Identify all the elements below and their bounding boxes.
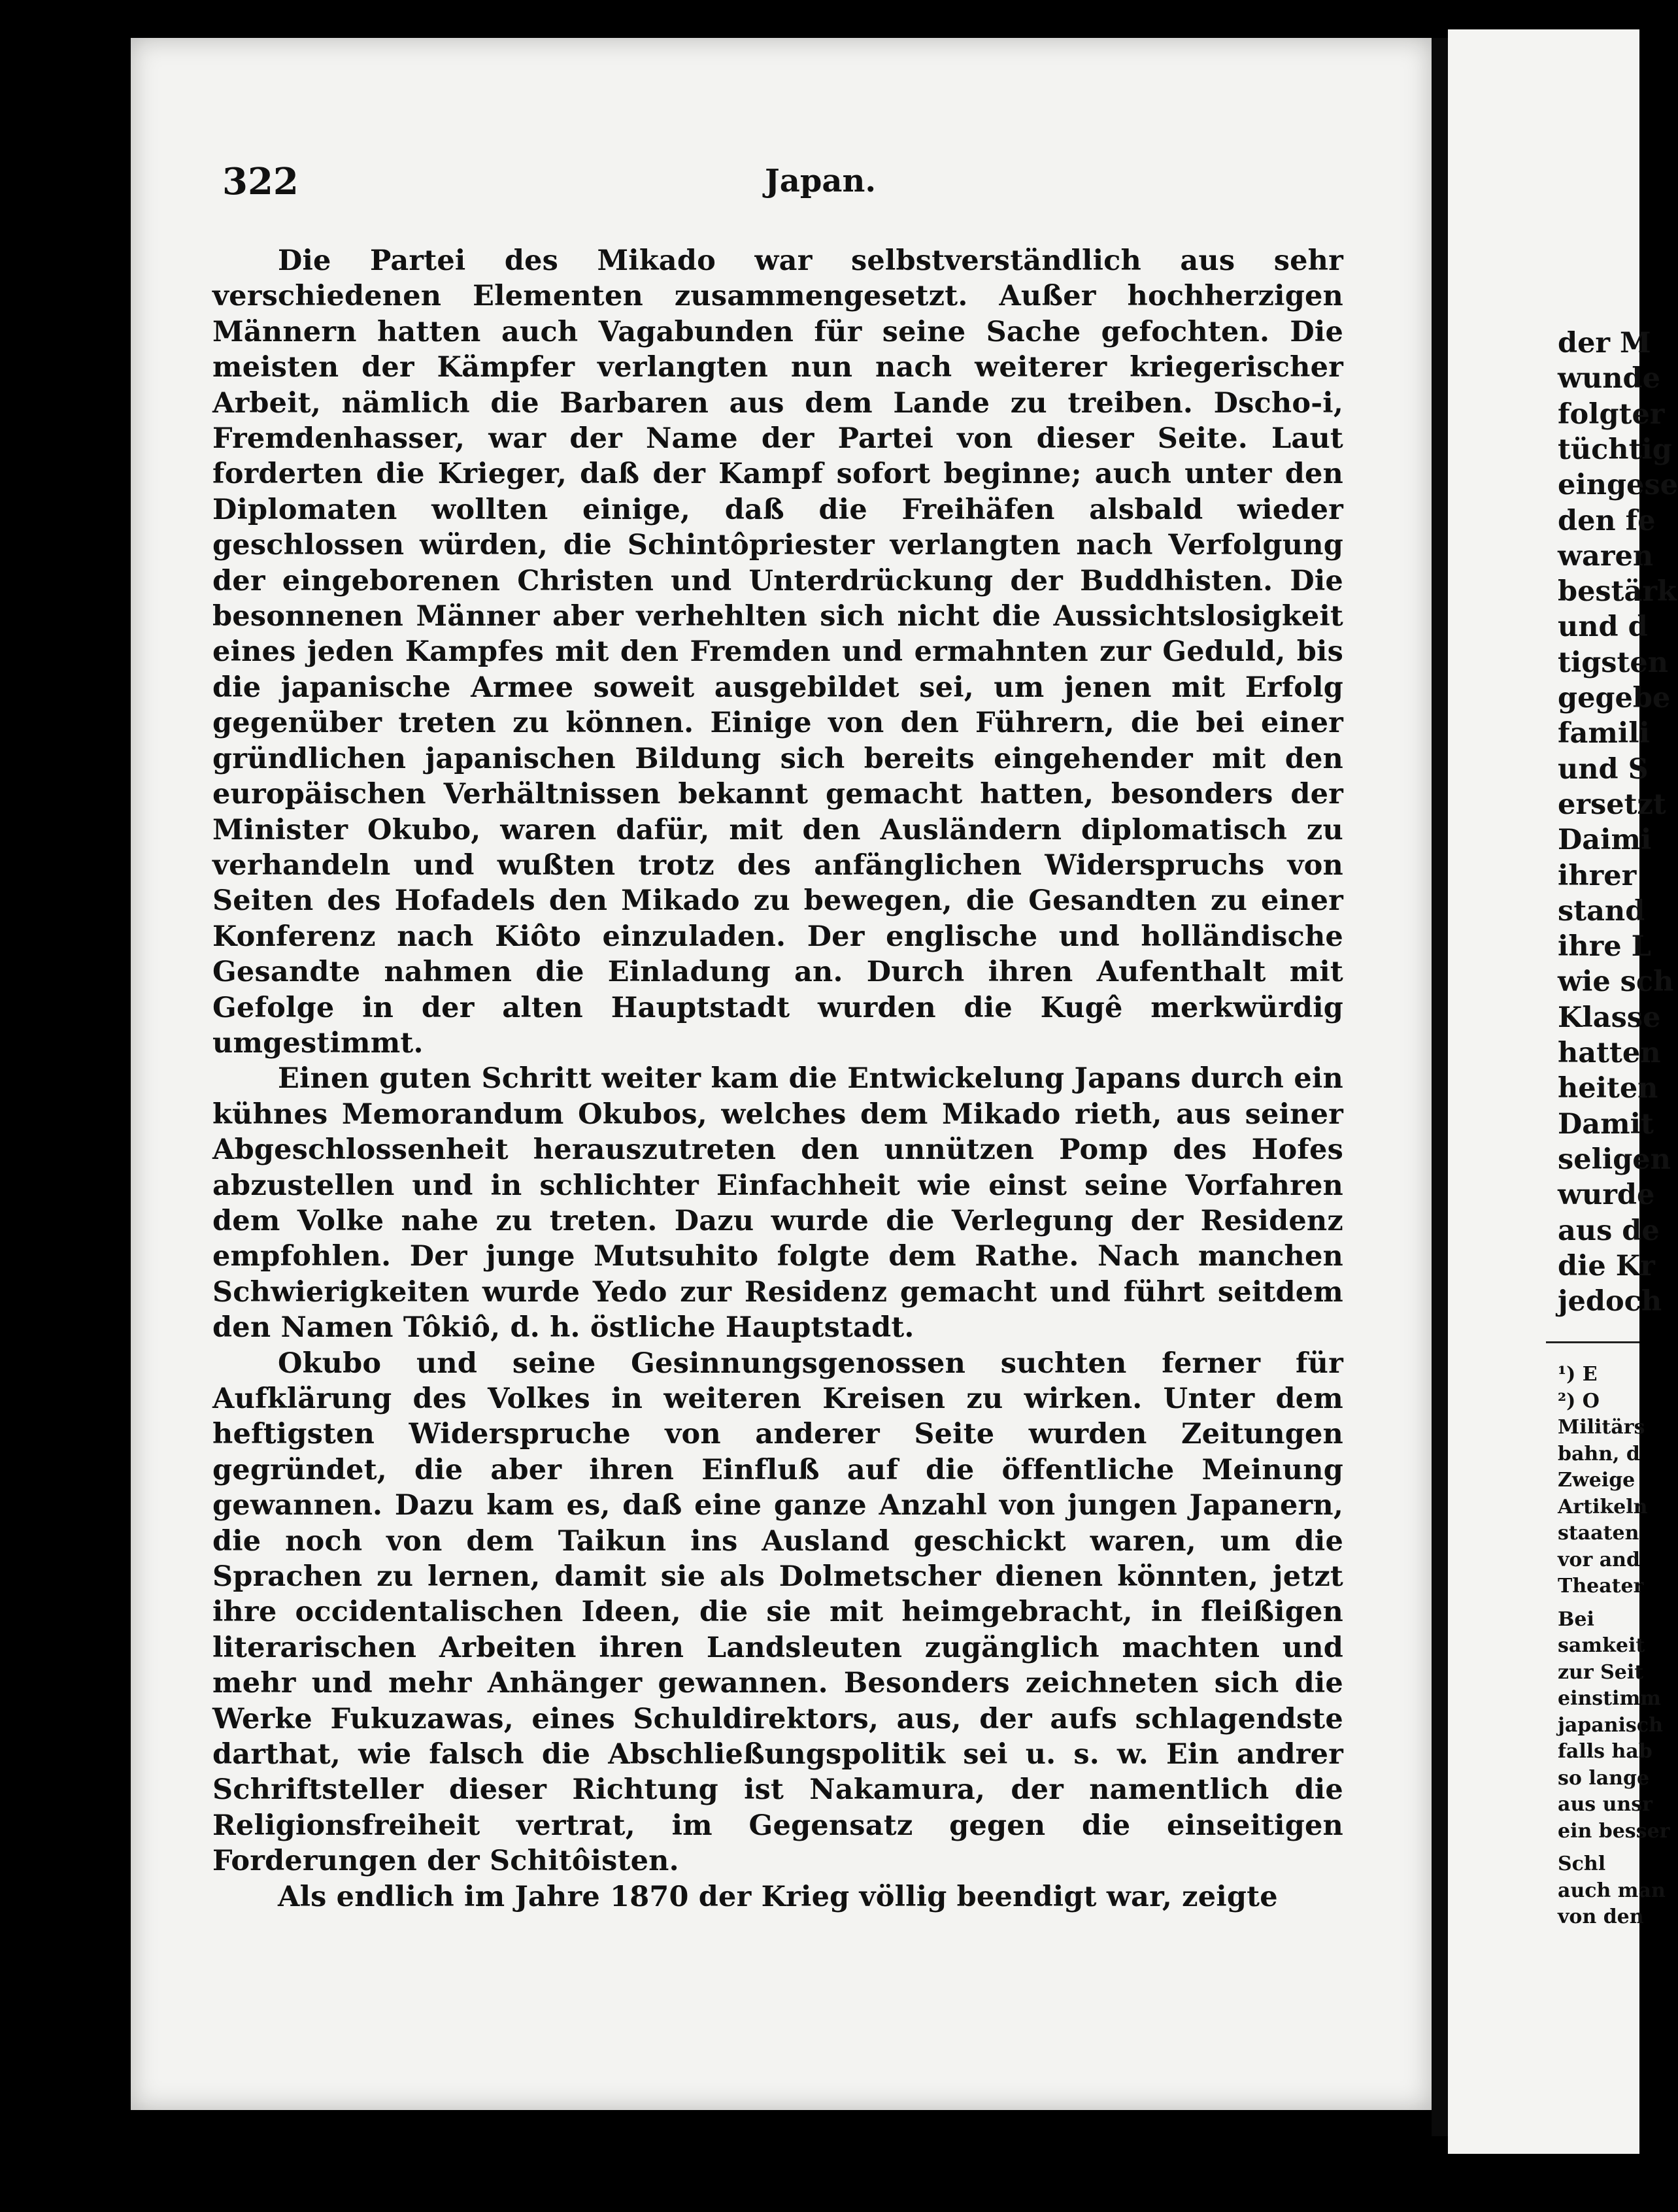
facing-page-footnote-line: Schl [1558,1852,1606,1875]
body-text [212,243,1343,1915]
facing-page-line: der M [1558,327,1651,360]
facing-page-footnote-line: auch man [1558,1879,1666,1902]
facing-page-line: und S [1558,752,1649,786]
facing-page-line: bestärk [1558,575,1677,609]
facing-page-line: tigsten [1558,646,1668,679]
facing-page-line: waren [1558,539,1654,573]
facing-page-line: den fe [1558,504,1656,537]
facing-page-footnote-line: aus unsr [1558,1793,1653,1816]
facing-page [1448,29,1678,2154]
facing-page-line: tüchtig [1558,433,1672,466]
facing-page-line: Klasse [1558,1001,1661,1034]
running-title: Japan. [765,163,877,199]
facing-page-line: wurde [1558,1179,1655,1212]
facing-page-footnote-line: Zweige [1558,1469,1636,1492]
facing-page-line: ihrer [1558,859,1637,892]
facing-page-line: heiten [1558,1072,1658,1105]
paragraph: Einen guten Schritt weiter kam die Entwickelung Japans durch ein kühnes Memorandum Okubos, welches dem Mikado rieth, aus seiner Abgeschlossenheit herauszutreten den unnützen Pomp des Hofes abzustellen und in schlichter Einfachheit wie einst seine Vorfahren dem Volke nahe zu treten. Dazu wurde die Verlegung der Residenz empfohlen. Der junge Mutsuhito folgte dem Rathe. Nach manchen Schwierigkeiten wurde Yedo zur Residenz gemacht und führt seitdem den Namen Tôkiô, d. h. östliche Hauptstadt. [212,1062,1343,1345]
facing-page-text [1558,29,1678,2154]
facing-page-line: famili [1558,717,1650,750]
facing-page-line: eingese [1558,469,1678,502]
facing-page-footnote-line: ¹) E [1558,1363,1598,1386]
facing-page-line: seligen [1558,1143,1671,1176]
book-gutter [1432,38,1448,2136]
footnote-rule [1546,1341,1639,1343]
facing-page-line: gegebe [1558,682,1671,714]
facing-page-footnote-line: Bei [1558,1607,1594,1631]
facing-page-line: ihre L [1558,930,1651,964]
facing-page-footnote-line: falls hab [1558,1740,1653,1763]
facing-page-footnote-line: so lange [1558,1766,1650,1790]
paragraph: Als endlich im Jahre 1870 der Krieg völlig beendigt war, zeigte [278,1880,1278,1913]
facing-page-line: wunde [1558,362,1660,395]
paragraph: Die Partei des Mikado war selbstverständlich aus sehr verschiedenen Elementen zusammengesetzt. Außer hochherzigen Männern hatten auch Vagabunden für seine Sache gefochten. Die meisten der Kämpfer verlangten nun nach weiterer kriegerischer Arbeit, nämlich die Barbaren aus dem Lande zu treiben. Dscho-i, Fremdenhasser, war der Name der Partei von dieser Seite. Laut forderten die Krieger, daß der Kampf sofort beginne; auch unter den Diplomaten wollten einige, daß die Freihäfen alsbald wieder geschlossen würden, die Schintôpriester verlangten nach Verfolgung der eingeborenen Christen und Unterdrückung der Buddhisten. Die besonnenen Männer aber verhehlten sich nicht die Aussichtslosigkeit eines jeden Kampfes mit den Fremden und ermahnten zur Geduld, bis die japanische Armee soweit ausgebildet sei, um jenen mit Erfolg gegenüber treten zu können. Einige von den Führern, die bei einer gründlichen japanischen Bildung sich bereits eingehender mit den europäischen Verhältnissen bekannt gemacht hatten, besonders der Minister Okubo, waren dafür, mit den Ausländern diplomatisch zu verhandeln und wußten trotz des anfänglichen Widerspruchs von Seiten des Hofadels den Mikado zu bewegen, die Gesandten zu einer Konferenz nach Kiôto einzuladen. Der englische und holländische Gesandte nahmen die Einladung an. Durch ihren Aufenthalt mit Gefolge in der alten Hauptstadt wurden die Kugê merkwürdig umgestimmt. [212,244,1343,1060]
facing-page-line: hatten [1558,1037,1661,1069]
facing-page-footnote-line: japanisch [1558,1713,1663,1737]
facing-page-footnote-line: staaten [1558,1522,1639,1545]
page-number: 322 [222,160,299,203]
paragraph: Okubo und seine Gesinnungsgenossen suchten ferner für Aufklärung des Volkes in weiteren Kreisen zu wirken. Unter dem heftigsten Widerspruche von anderer Seite wurden Zeitungen gegründet, die aber ihren Einfluß auf die öffentliche Meinung gewannen. Dazu kam es, daß eine ganze Anzahl von jungen Japanern, die noch von dem Taikun ins Ausland geschickt waren, um die Sprachen zu lernen, damit sie als Dolmetscher dienen könnten, jetzt ihre occidentalischen Ideen, die sie mit heimgebracht, in fleißigen literarischen Arbeiten ihren Landsleuten zugänglich machten und mehr und mehr Anhänger gewannen. Besonders zeichneten sich die Werke Fukuzawas, eines Schuldirektors, aus, der aufs schlagendste darthat, wie falsch die Abschließungspolitik sei u. s. w. Ein andrer Schriftsteller dieser Richtung ist Nakamura, der namentlich die Religionsfreiheit vertrat, im Gegensatz gegen die einseitigen Forderungen der Schitôisten. [212,1347,1343,1878]
facing-page-line: Damit [1558,1107,1654,1141]
running-head [0,160,1639,212]
facing-page-footnote-line: von den [1558,1905,1644,1928]
facing-page-line: Daimi [1558,824,1652,857]
facing-page-footnote-line: ein besser [1558,1819,1670,1843]
facing-page-line: folgter [1558,397,1665,431]
facing-page-footnote-line: Artikeln [1558,1495,1648,1518]
facing-page-footnote-line: samkeit [1558,1634,1645,1657]
facing-page-line: und d [1558,611,1648,644]
facing-page-line: wie sch [1558,965,1674,999]
facing-page-footnote-line: Theater [1558,1575,1644,1598]
facing-page-footnote-line: ²) O [1558,1389,1600,1413]
facing-page-footnote-line: einstimm [1558,1687,1661,1710]
facing-page-line: aus de [1558,1214,1660,1247]
facing-page-footnote-line: bahn, d [1558,1442,1640,1466]
facing-page-footnote-line: Militärs [1558,1416,1645,1439]
facing-page-line: die Kr [1558,1249,1655,1282]
facing-page-line: stand [1558,894,1645,928]
facing-page-footnote-line: zur Seit [1558,1660,1644,1684]
facing-page-line: jedoch [1558,1285,1662,1318]
facing-page-line: ersetzt [1558,788,1666,821]
facing-page-footnote-line: vor and [1558,1548,1640,1571]
